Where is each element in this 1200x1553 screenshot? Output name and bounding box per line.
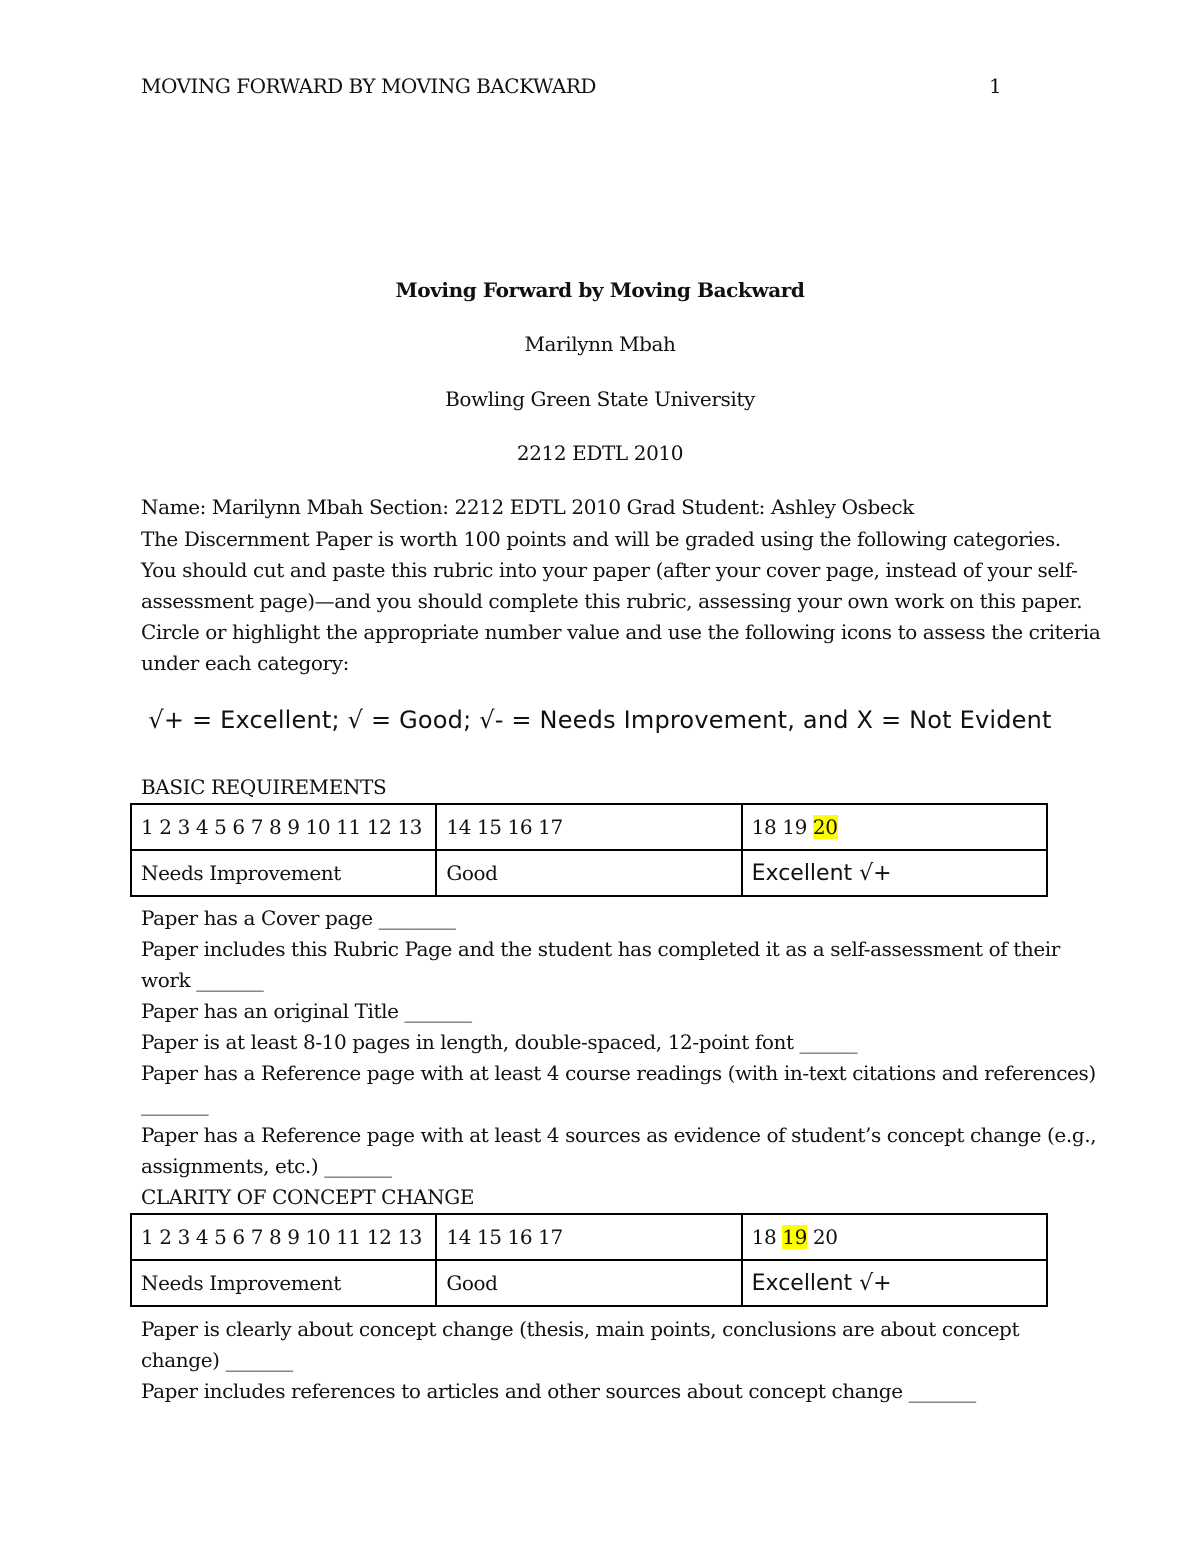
- excellent-label: Excellent √+: [742, 1260, 1047, 1306]
- score-text: 18 19: [751, 815, 813, 839]
- criterion-line: Paper includes references to articles and other sources about concept change _______: [141, 1379, 976, 1403]
- intro-line: assessment page)—and you should complete this rubric, assessing your own work on this paper.: [141, 589, 1083, 613]
- course-code: 2212 EDTL 2010: [516, 441, 684, 465]
- good-scores: 14 15 16 17: [436, 804, 741, 850]
- needs-improvement-scores: 1 2 3 4 5 6 7 8 9 10 11 12 13: [131, 1214, 436, 1260]
- criterion-line: work _______: [141, 968, 264, 992]
- criterion-line: change) _______: [141, 1348, 293, 1372]
- concept-change-rubric-table: [130, 1213, 1048, 1307]
- criterion-line: _______: [141, 1092, 209, 1116]
- excellent-scores: [742, 1214, 1047, 1260]
- score-text: 20: [806, 1225, 838, 1249]
- page-number: 1: [989, 74, 1002, 98]
- needs-improvement-label: Needs Improvement: [131, 1260, 436, 1306]
- paper-title: Moving Forward by Moving Backward: [395, 278, 805, 302]
- needs-improvement-scores: 1 2 3 4 5 6 7 8 9 10 11 12 13: [131, 804, 436, 850]
- selected-score-highlight: 19: [782, 1225, 807, 1249]
- criterion-line: Paper is at least 8-10 pages in length, double-spaced, 12-point font ______: [141, 1030, 858, 1054]
- intro-line: You should cut and paste this rubric into your paper (after your cover page, instead of your self-: [141, 558, 1078, 582]
- good-label: Good: [436, 850, 741, 896]
- score-row: [131, 804, 1047, 850]
- section-heading-clarity-of-concept-change: CLARITY OF CONCEPT CHANGE: [141, 1185, 475, 1209]
- student-info-line: Name: Marilynn Mbah Section: 2212 EDTL 2010 Grad Student: Ashley Osbeck: [141, 495, 914, 519]
- criterion-line: assignments, etc.) _______: [141, 1154, 392, 1178]
- intro-line: Circle or highlight the appropriate number value and use the following icons to assess the criteria: [141, 620, 1101, 644]
- label-row: [131, 850, 1047, 896]
- excellent-scores: [742, 804, 1047, 850]
- criterion-line: Paper has a Cover page ________: [141, 906, 456, 930]
- basic-requirements-rubric-table: [130, 803, 1048, 897]
- criterion-line: Paper has a Reference page with at least 4 course readings (with in-text citations and references): [141, 1061, 1096, 1085]
- intro-line: The Discernment Paper is worth 100 points and will be graded using the following categories.: [141, 527, 1061, 551]
- criterion-line: Paper has a Reference page with at least 4 sources as evidence of student’s concept change (e.g.,: [141, 1123, 1097, 1147]
- institution: Bowling Green State University: [445, 387, 755, 411]
- icon-legend: √+ = Excellent; √ = Good; √- = Needs Improvement, and X = Not Evident: [148, 706, 1052, 734]
- label-row: [131, 1260, 1047, 1306]
- criterion-line: Paper has an original Title _______: [141, 999, 472, 1023]
- running-head: MOVING FORWARD BY MOVING BACKWARD: [141, 74, 596, 98]
- good-scores: 14 15 16 17: [436, 1214, 741, 1260]
- author-name: Marilynn Mbah: [524, 332, 676, 356]
- excellent-label: Excellent √+: [742, 850, 1047, 896]
- section-heading-basic-requirements: BASIC REQUIREMENTS: [141, 775, 387, 799]
- good-label: Good: [436, 1260, 741, 1306]
- score-row: [131, 1214, 1047, 1260]
- intro-line: under each category:: [141, 651, 349, 675]
- selected-score-highlight: 20: [812, 815, 838, 839]
- score-text: 18: [751, 1225, 783, 1249]
- criterion-line: Paper is clearly about concept change (thesis, main points, conclusions are about concept: [141, 1317, 1020, 1341]
- criterion-line: Paper includes this Rubric Page and the student has completed it as a self-assessment of their: [141, 937, 1060, 961]
- needs-improvement-label: Needs Improvement: [131, 850, 436, 896]
